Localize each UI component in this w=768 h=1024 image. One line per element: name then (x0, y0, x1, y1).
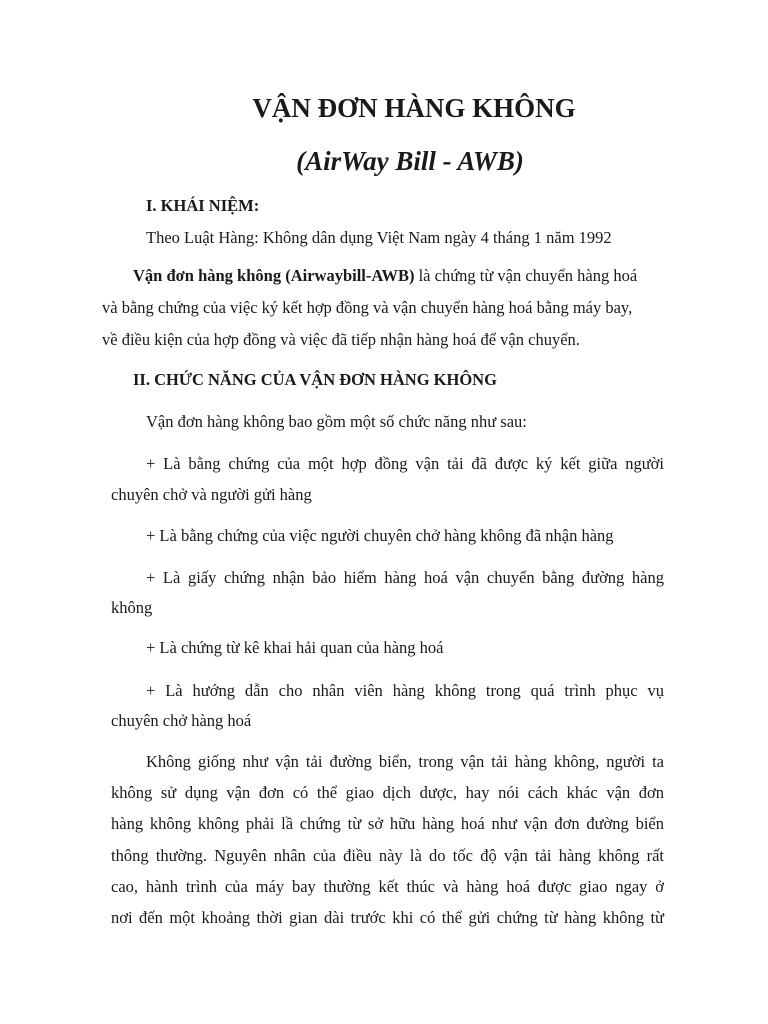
list-item-5-line2: chuyên chở hàng hoá (111, 711, 252, 730)
section2-heading: II. CHỨC NĂNG CỦA VẬN ĐƠN HÀNG KHÔNG (133, 370, 497, 389)
document-subtitle: (AirWay Bill - AWB) (296, 146, 524, 176)
list-item-3-line2: không (111, 598, 153, 617)
definition-term: Vận đơn hàng không (Airwaybill-AWB) (133, 266, 415, 285)
paragraph-line-3: hàng không không phải lầ chứng từ sở hữu hàng hoá như vận đơn đường biển (111, 814, 664, 833)
paragraph-line-2: không sử dụng vận đơn có thể giao dịch dược, hay nói cách khác vận đơn (111, 783, 664, 802)
list-item-2: + Là bằng chứng của việc người chuyên chở hàng không đã nhận hàng (146, 526, 614, 545)
law-line: Theo Luật Hàng: Không dân dụng Việt Nam ngày 4 tháng 1 năm 1992 (146, 228, 612, 247)
section2-intro: Vận đơn hàng không bao gồm một số chức năng như sau: (146, 412, 527, 431)
paragraph-line-5: cao, hành trình của máy bay thường kết thúc và hàng hoá được giao ngay ở (111, 877, 664, 896)
definition-line3: về điều kiện của hợp đồng và việc đã tiếp nhận hàng hoá để vận chuyển. (102, 330, 580, 349)
list-item-1-line2: chuyên chở và người gửi hàng (111, 485, 312, 504)
paragraph-line-4: thông thường. Nguyên nhân của điều này là do tốc độ vận tải hàng không rất (111, 846, 664, 865)
list-item-3-line1: + Là giấy chứng nhận bảo hiểm hàng hoá vận chuyển bằng đường hàng (146, 568, 664, 587)
list-item-5-line1: + Là hướng dẫn cho nhân viên hàng không trong quá trình phục vụ (146, 681, 664, 700)
section1-heading: I. KHÁI NIỆM: (146, 196, 260, 215)
definition-line2: và bằng chứng của việc ký kết hợp đồng và vận chuyển hàng hoá bằng máy bay, (102, 298, 633, 317)
definition-rest: là chứng từ vận chuyển hàng hoá (414, 266, 638, 285)
list-item-1-line1: + Là bằng chứng của một hợp đồng vận tải đã được ký kết giữa người (146, 454, 664, 473)
list-item-4: + Là chứng từ kê khai hải quan của hàng hoá (146, 638, 444, 657)
paragraph-line-1: Không giống như vận tải đường biển, trong vận tải hàng không, người ta (146, 752, 664, 771)
definition-line1 (133, 266, 637, 286)
paragraph-line-6: nơi đến một khoảng thời gian dài trước khi có thể gửi chứng từ hàng không từ (111, 908, 664, 927)
document-title: VẬN ĐƠN HÀNG KHÔNG (252, 93, 576, 123)
